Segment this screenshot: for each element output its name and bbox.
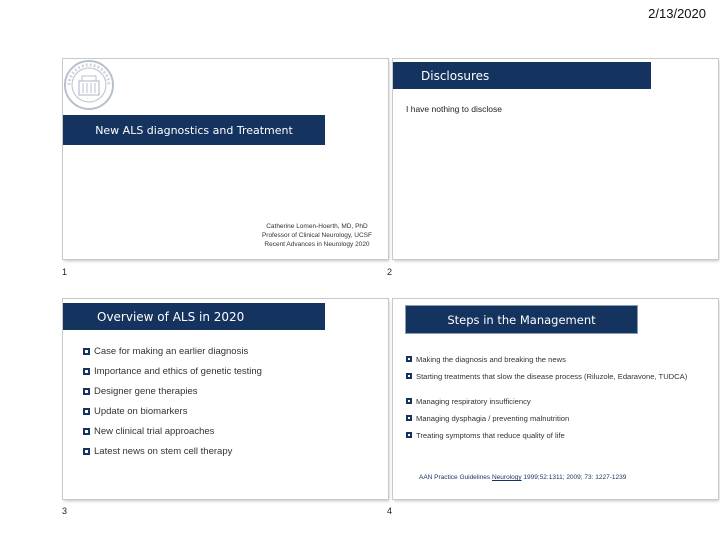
slide-1-number: 1 (62, 267, 68, 277)
slide-3-bullet-list (83, 346, 262, 466)
slide-2-body: I have nothing to disclose (406, 104, 502, 114)
list-item: Starting treatments that slow the disease process (Riluzole, Edaravone, TUDCA) (406, 372, 706, 397)
list-item: Latest news on stem cell therapy (83, 446, 262, 466)
slide-2-number: 2 (387, 267, 393, 277)
list-item: Case for making an earlier diagnosis (83, 346, 262, 366)
slide-1[interactable] (63, 59, 388, 259)
list-item: Treating symptoms that reduce quality of life (406, 431, 706, 448)
square-bullet-icon (83, 388, 90, 395)
list-item: Update on biomarkers (83, 406, 262, 426)
university-seal-icon (63, 59, 115, 111)
slide-2-title-bar (393, 62, 651, 89)
slide-2-title: Disclosures (421, 68, 490, 83)
credit-line: Catherine Lomen-Hoerth, MD, PhD (266, 223, 368, 230)
list-item: New clinical trial approaches (83, 426, 262, 446)
credit-line: Recent Advances in Neurology 2020 (264, 241, 370, 248)
slide-2[interactable] (393, 59, 718, 259)
slide-3[interactable] (63, 299, 388, 499)
slide-1-credits (262, 222, 372, 249)
slide-4-title: Steps in the Management (447, 312, 596, 327)
slide-4-title-bar (406, 306, 637, 333)
slide-4[interactable] (393, 299, 718, 499)
square-bullet-icon (406, 415, 412, 421)
square-bullet-icon (83, 408, 90, 415)
square-bullet-icon (83, 428, 90, 435)
list-item: Making the diagnosis and breaking the news (406, 355, 706, 372)
slide-4-number: 4 (387, 506, 393, 516)
slide-1-title-bar (63, 115, 325, 145)
square-bullet-icon (406, 373, 412, 379)
journal-link[interactable]: Neurology (491, 474, 522, 481)
page-date: 2/13/2020 (648, 6, 706, 21)
square-bullet-icon (406, 432, 412, 438)
slide-3-title-bar (63, 303, 325, 330)
slide-3-number: 3 (62, 506, 68, 516)
list-item: Designer gene therapies (83, 386, 262, 406)
square-bullet-icon (83, 348, 90, 355)
list-item: Managing dysphagia / preventing malnutrition (406, 414, 706, 431)
square-bullet-icon (406, 356, 412, 362)
slide-4-reference: AAN Practice Guidelines Neurology 1999;52:1311; 2009; 73: 1227-1239 (419, 474, 627, 481)
square-bullet-icon (83, 448, 90, 455)
slide-4-bullet-list (406, 355, 706, 448)
square-bullet-icon (406, 398, 412, 404)
slide-3-title: Overview of ALS in 2020 (97, 309, 245, 324)
list-item: Managing respiratory insufficiency (406, 397, 706, 414)
list-item: Importance and ethics of genetic testing (83, 366, 262, 386)
square-bullet-icon (83, 368, 90, 375)
slide-1-title: New ALS diagnostics and Treatment (95, 123, 293, 137)
credit-line: Professor of Clinical Neurology, UCSF (261, 232, 372, 239)
